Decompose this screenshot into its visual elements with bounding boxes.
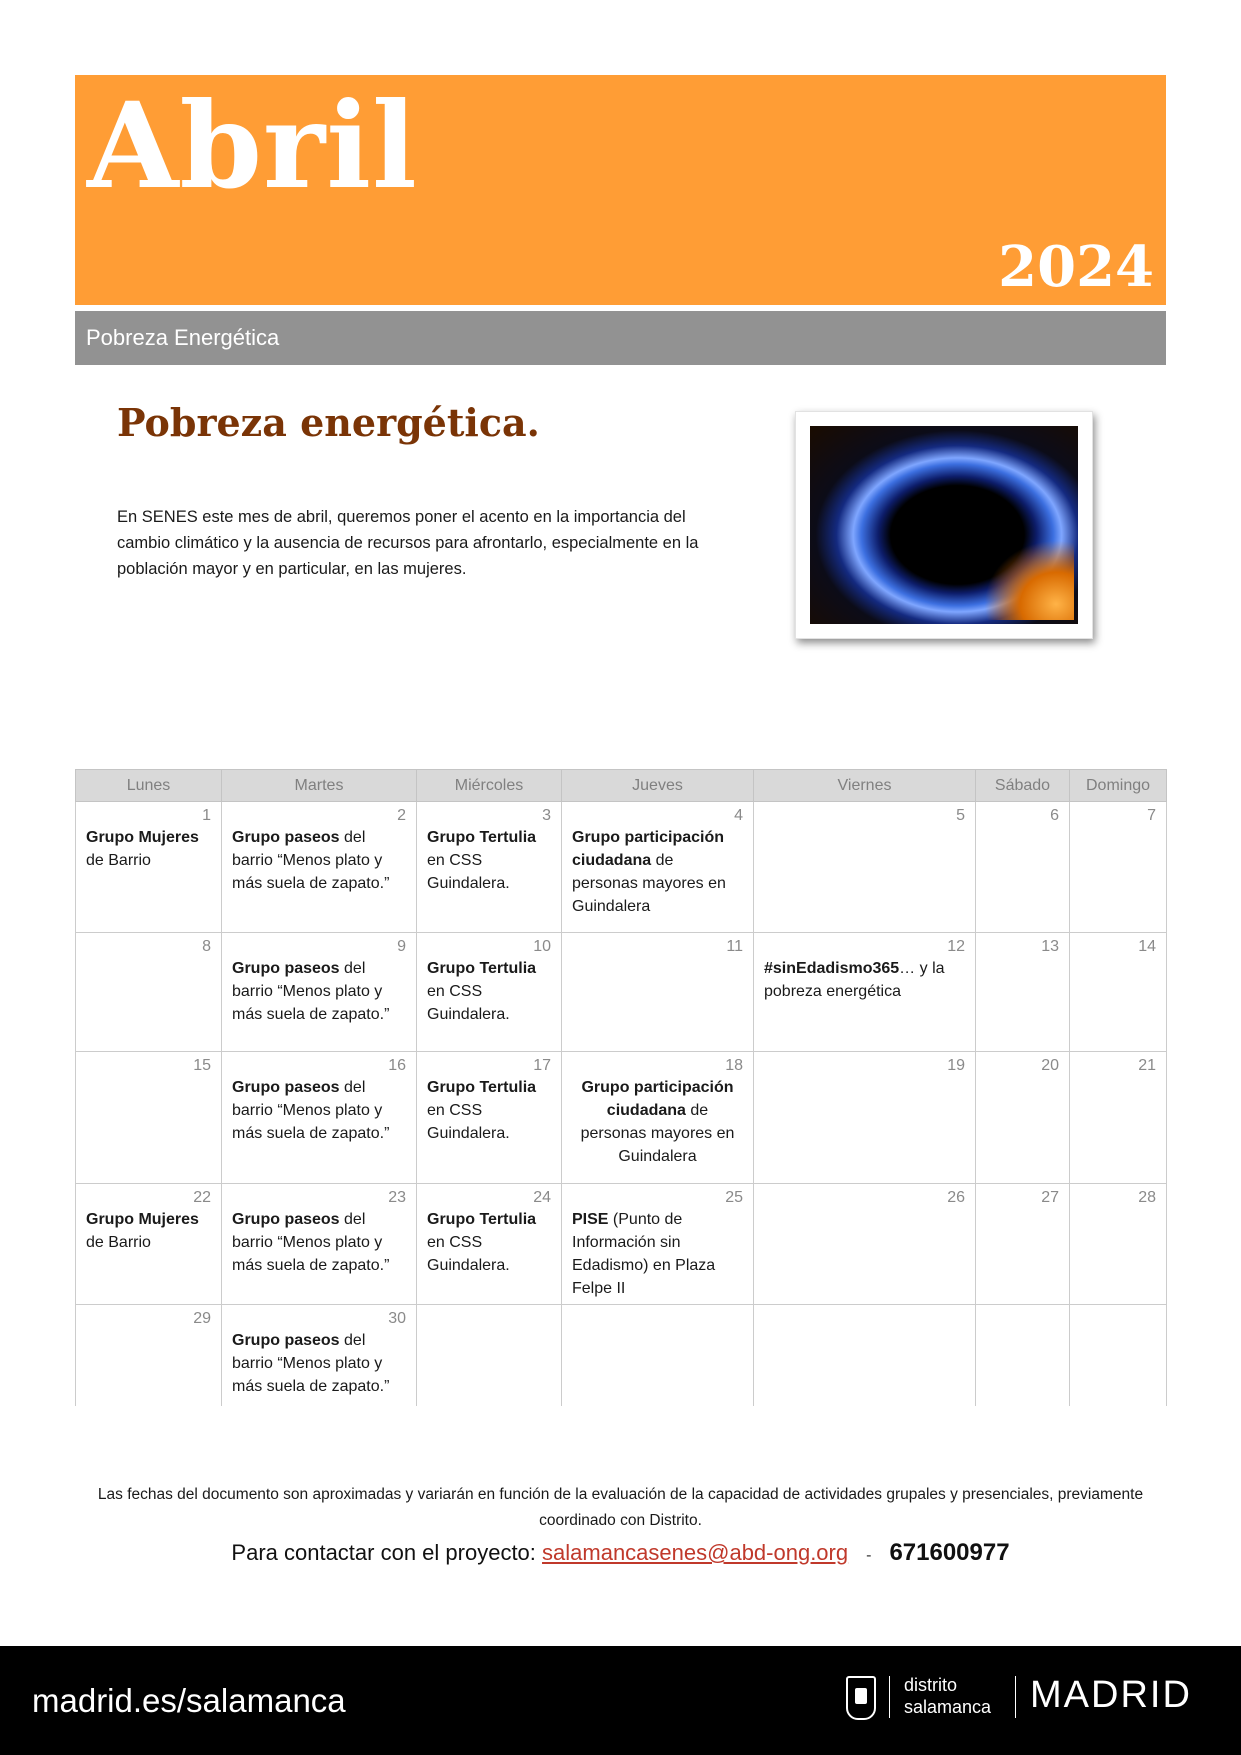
day-cell-empty: [417, 1305, 562, 1407]
day-number: 12: [947, 938, 965, 955]
day-number: 18: [725, 1057, 743, 1074]
day-cell: [76, 1052, 222, 1184]
day-header: Lunes: [76, 770, 222, 802]
day-cell: [976, 802, 1070, 933]
day-cell: [754, 1052, 976, 1184]
day-number: 29: [193, 1310, 211, 1327]
calendar-week-row: [76, 1305, 1167, 1407]
day-number: 9: [397, 938, 406, 955]
day-number: 19: [947, 1057, 965, 1074]
day-cell-empty: [1070, 1305, 1167, 1407]
event: [572, 826, 743, 918]
day-cell: [76, 1305, 222, 1407]
event: [572, 1076, 743, 1168]
day-number: 4: [734, 807, 743, 824]
event-detail: (Punto de Información sin Edadismo) en Plaza Felpe II: [572, 1211, 716, 1297]
day-cell: [1070, 1184, 1167, 1305]
day-number: 10: [533, 938, 551, 955]
event-detail: de personas mayores en Guindalera: [572, 852, 726, 915]
day-header: Viernes: [754, 770, 976, 802]
contact-line: [75, 1539, 1166, 1567]
event: [427, 957, 551, 1026]
day-cell: [222, 1184, 417, 1305]
day-number: 8: [202, 938, 211, 955]
day-number: 14: [1138, 938, 1156, 955]
day-number: 6: [1050, 807, 1059, 824]
day-number: 26: [947, 1189, 965, 1206]
event: [86, 826, 211, 872]
day-cell: [976, 1052, 1070, 1184]
calendar-week-row: [76, 1052, 1167, 1184]
day-cell: [754, 933, 976, 1052]
event: [764, 957, 965, 1003]
event-title: Grupo Mujeres: [86, 829, 199, 846]
event: [427, 826, 551, 895]
event-detail: del barrio “Menos plato y más suela de zapato.”: [232, 829, 390, 892]
day-cell: [417, 1052, 562, 1184]
footer-divider: [889, 1676, 890, 1718]
event-title: Grupo paseos: [232, 829, 340, 846]
day-number: 23: [388, 1189, 406, 1206]
gas-burner-photo-frame: [795, 411, 1093, 639]
event-title: #sinEdadismo365: [764, 960, 900, 977]
day-cell: [222, 1305, 417, 1407]
event-title: Grupo Tertulia: [427, 1079, 537, 1096]
disclaimer-note: Las fechas del documento son aproximadas y variarán en función de la evaluación de la capacidad de actividades grupales y presenciales, previamente coordinado con Distrito.: [97, 1486, 1144, 1529]
event-detail: de Barrio: [86, 1234, 151, 1251]
day-header: Miércoles: [417, 770, 562, 802]
intro-text: En SENES este mes de abril, queremos poner el acento en la importancia del cambio climático y la ausencia de recursos para afrontarlo, especialmente en la población mayor y en particular, en las mujeres.: [117, 508, 699, 578]
day-number: 20: [1041, 1057, 1059, 1074]
day-cell: [222, 933, 417, 1052]
event: [232, 826, 406, 895]
footer-district: [904, 1674, 991, 1718]
day-number: 25: [725, 1189, 743, 1206]
subtitle-text: Pobreza Energética: [86, 325, 280, 350]
day-cell-empty: [562, 1305, 754, 1407]
event-detail: del barrio “Menos plato y más suela de zapato.”: [232, 960, 390, 1023]
day-number: 22: [193, 1189, 211, 1206]
year-title: 2024: [998, 234, 1154, 300]
event-detail: de Barrio: [86, 852, 151, 869]
day-cell-empty: [754, 1305, 976, 1407]
day-cell: [754, 802, 976, 933]
event-title: Grupo participación ciudadana: [572, 829, 725, 869]
footer-bar: [0, 1646, 1241, 1755]
day-number: 16: [388, 1057, 406, 1074]
day-number: 7: [1147, 807, 1156, 824]
day-number: 3: [542, 807, 551, 824]
day-number: 24: [533, 1189, 551, 1206]
event-detail: del barrio “Menos plato y más suela de zapato.”: [232, 1211, 390, 1274]
event: [427, 1208, 551, 1277]
event-title: Grupo Tertulia: [427, 829, 537, 846]
day-cell: [562, 802, 754, 933]
event-detail: del barrio “Menos plato y más suela de zapato.”: [232, 1332, 390, 1395]
day-number: 15: [193, 1057, 211, 1074]
day-cell: [562, 1052, 754, 1184]
day-cell: [976, 1184, 1070, 1305]
event-detail: … y la pobreza energética: [764, 960, 945, 1000]
day-header: Martes: [222, 770, 417, 802]
event-detail: de personas mayores en Guindalera: [580, 1102, 735, 1165]
gas-burner-photo: [810, 426, 1078, 624]
event-title: Grupo participación ciudadana: [581, 1079, 734, 1119]
event-detail: en CSS Guindalera.: [427, 852, 510, 892]
day-cell: [222, 802, 417, 933]
event-title: Grupo paseos: [232, 1332, 340, 1349]
event-title: Grupo Mujeres: [86, 1211, 199, 1228]
event: [86, 1208, 211, 1254]
event-detail: en CSS Guindalera.: [427, 1234, 510, 1274]
day-number: 5: [956, 807, 965, 824]
day-cell: [1070, 933, 1167, 1052]
day-cell: [417, 933, 562, 1052]
day-cell: [417, 802, 562, 933]
day-cell: [76, 802, 222, 933]
day-number: 28: [1138, 1189, 1156, 1206]
contact-separator: -: [866, 1547, 872, 1564]
event-title: Grupo paseos: [232, 960, 340, 977]
day-number: 27: [1041, 1189, 1059, 1206]
event: [427, 1076, 551, 1145]
event-title: PISE: [572, 1211, 609, 1228]
day-cell: [222, 1052, 417, 1184]
day-cell: [1070, 1052, 1167, 1184]
event-detail: en CSS Guindalera.: [427, 983, 510, 1023]
calendar-week-row: [76, 802, 1167, 933]
contact-phone: 671600977: [889, 1539, 1010, 1566]
event: [572, 1208, 743, 1300]
day-cell: [1070, 802, 1167, 933]
day-number: 30: [388, 1310, 406, 1327]
footer-district-line2: salamanca: [904, 1697, 992, 1717]
event: [232, 1208, 406, 1277]
event-detail: en CSS Guindalera.: [427, 1102, 510, 1142]
intro-title: Pobreza energética.: [117, 400, 540, 445]
subtitle-bar: [75, 311, 1166, 365]
event-title: Grupo paseos: [232, 1211, 340, 1228]
day-cell: [562, 1184, 754, 1305]
event-title: Grupo Tertulia: [427, 1211, 537, 1228]
day-number: 2: [397, 807, 406, 824]
day-number: 17: [533, 1057, 551, 1074]
calendar-table: [75, 769, 1167, 1406]
day-cell: [754, 1184, 976, 1305]
day-cell: [976, 933, 1070, 1052]
day-cell: [76, 933, 222, 1052]
day-header: Domingo: [1070, 770, 1167, 802]
contact-label: Para contactar con el proyecto:: [231, 1540, 543, 1565]
contact-email-link[interactable]: salamancasenes@abd-ong.org: [542, 1540, 849, 1565]
day-number: 11: [726, 938, 743, 955]
footer-madrid-logo: MADRID: [1030, 1674, 1192, 1716]
footer-district-line1: distrito: [904, 1675, 958, 1695]
footer-divider: [1015, 1676, 1016, 1718]
day-number: 13: [1041, 938, 1059, 955]
footer-site: madrid.es/salamanca: [32, 1682, 346, 1719]
day-header: Jueves: [562, 770, 754, 802]
calendar-week-row: [76, 1184, 1167, 1305]
day-header: Sábado: [976, 770, 1070, 802]
month-title: Abril: [87, 76, 418, 215]
event: [232, 1076, 406, 1145]
event: [232, 957, 406, 1026]
event-detail: del barrio “Menos plato y más suela de zapato.”: [232, 1079, 390, 1142]
day-cell: [76, 1184, 222, 1305]
day-number: 1: [202, 807, 211, 824]
event-title: Grupo Tertulia: [427, 960, 537, 977]
day-number: 21: [1138, 1057, 1156, 1074]
day-cell-empty: [976, 1305, 1070, 1407]
header-banner: [75, 75, 1166, 305]
calendar-header-row: [76, 770, 1167, 802]
day-cell: [417, 1184, 562, 1305]
madrid-crest-icon: [846, 1676, 876, 1720]
event: [232, 1329, 406, 1398]
calendar-week-row: [76, 933, 1167, 1052]
day-cell: [562, 933, 754, 1052]
event-title: Grupo paseos: [232, 1079, 340, 1096]
